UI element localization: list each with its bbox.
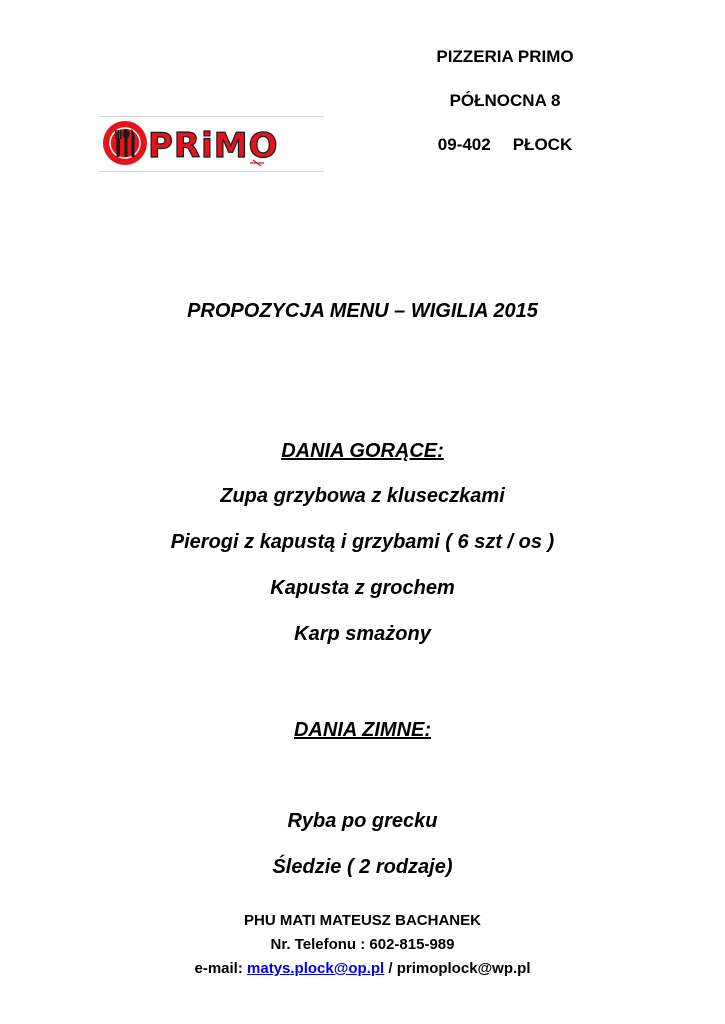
cold-dishes-heading: DANIA ZIMNE: [293,719,432,741]
footer-company: PHU MATI MATEUSZ BACHANEK [244,912,481,929]
street-address: PÓŁNOCNA 8 [449,91,561,110]
hot-dish-item: Kapusta z grochem [270,577,455,599]
menu-title: PROPOZYCJA MENU – WIGILIA 2015 [187,300,538,322]
logo-text: PRiMO [148,126,279,166]
hot-dishes-heading: DANIA GORĄCE: [281,440,444,462]
hot-dish-item: Pierogi z kapustą i grzybami ( 6 szt / os ) [170,531,555,553]
hot-dish-item: Karp smażony [294,623,431,645]
postal-code: 09-402 [437,135,491,154]
postal-city [400,135,610,155]
company-name: PIZZERIA PRIMO [436,47,574,66]
primo-logo-graphic [98,117,324,171]
city: PŁOCK [512,135,573,154]
footer-phone: Nr. Telefonu : 602-815-989 [270,936,455,953]
cold-dish-item: Ryba po grecku [287,810,438,832]
footer-email-line [0,960,725,977]
email-separator: / [384,960,397,977]
cold-dish-item: Śledzie ( 2 rodzaje) [272,856,453,878]
email-label: e-mail: [194,960,248,977]
email-secondary: primoplock@wp.pl [396,960,531,977]
email-link-primary[interactable]: matys.plock@op.pl [247,960,385,977]
hot-dish-item: Zupa grzybowa z kluseczkami [220,485,505,507]
primo-logo [98,116,324,172]
